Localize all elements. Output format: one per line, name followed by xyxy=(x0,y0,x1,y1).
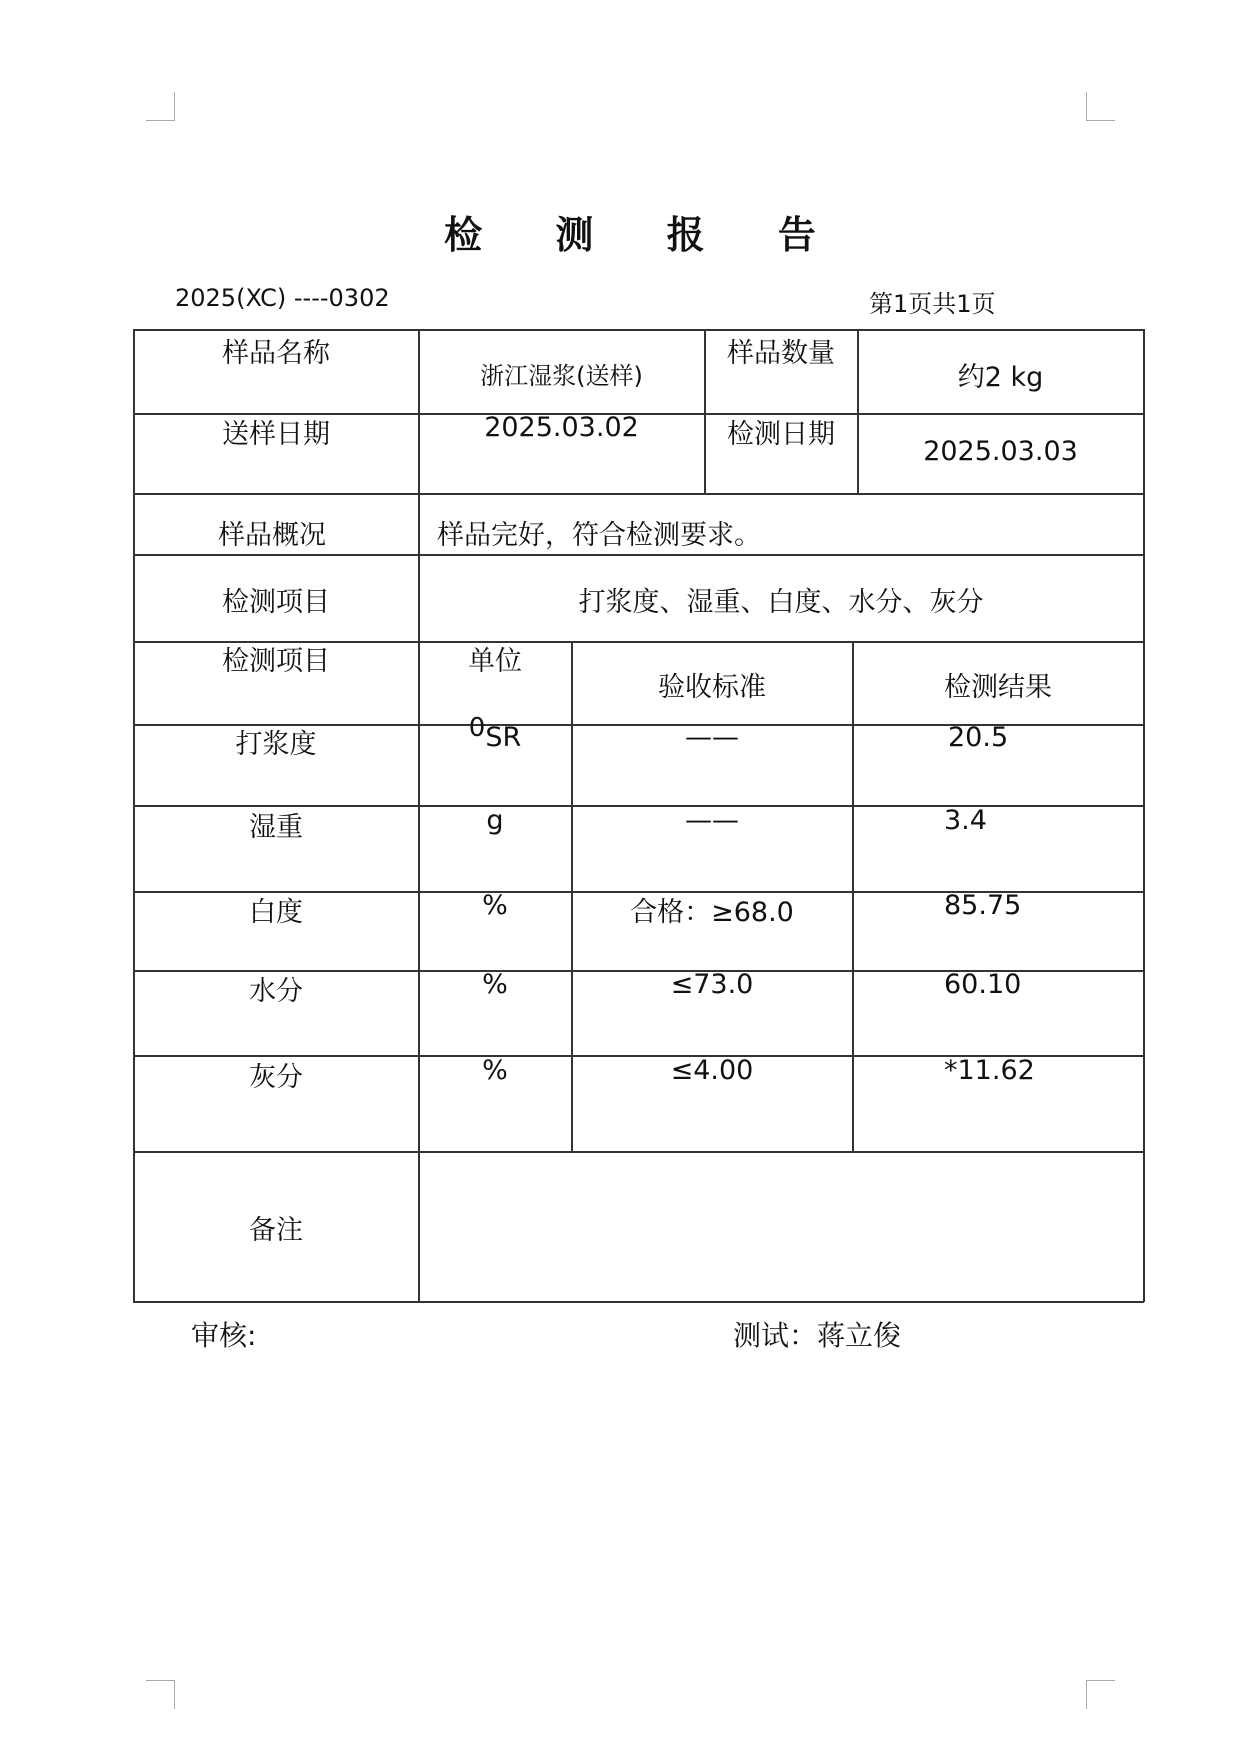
crop-mark-bottom-left xyxy=(146,1680,175,1709)
table-line xyxy=(133,554,1144,556)
crop-mark-top-right xyxy=(1086,92,1115,121)
row-item: 打浆度 xyxy=(235,729,317,760)
row-unit xyxy=(419,1055,571,1086)
crop-mark-bottom-right xyxy=(1086,1680,1115,1709)
sample-name-value: 浙江湿浆(送样) xyxy=(480,362,643,390)
table-border-right xyxy=(1143,329,1145,1302)
row-result: 60.10 xyxy=(944,969,1022,1000)
row-standard: ≤73.0 xyxy=(670,969,754,1000)
table-line xyxy=(857,329,859,494)
table-line xyxy=(852,641,854,1152)
document-title: 检 测 报 告 xyxy=(444,213,846,257)
row-standard: 合格：≥68.0 xyxy=(630,897,794,928)
unit-text: SR xyxy=(485,722,522,753)
row-result: 3.4 xyxy=(944,805,987,836)
crop-mark-top-left xyxy=(146,92,175,121)
unit-text: % xyxy=(482,969,508,1000)
unit-text: g xyxy=(486,805,504,836)
row-unit xyxy=(419,805,571,836)
header-unit: 单位 xyxy=(468,646,522,677)
sample-qty-label: 样品数量 xyxy=(727,338,835,369)
header-standard: 验收标准 xyxy=(658,672,766,703)
row-item: 白度 xyxy=(249,897,303,928)
row-standard: —— xyxy=(685,805,739,836)
test-items-value: 打浆度、湿重、白度、水分、灰分 xyxy=(578,587,984,618)
row-result: *11.62 xyxy=(944,1055,1035,1086)
row-item: 湿重 xyxy=(249,812,303,843)
row-unit xyxy=(419,890,571,921)
remarks-label: 备注 xyxy=(249,1215,303,1246)
report-number: 2025(XC) ----0302 xyxy=(175,284,390,312)
unit-text: % xyxy=(482,1055,508,1086)
test-date-value: 2025.03.03 xyxy=(923,436,1078,467)
unit-text: % xyxy=(482,890,508,921)
sample-overview-label: 样品概况 xyxy=(218,520,326,551)
table-line xyxy=(133,1151,1144,1153)
row-unit xyxy=(419,713,571,753)
page-info: 第1页共1页 xyxy=(869,290,996,318)
row-unit xyxy=(419,969,571,1000)
unit-superscript: 0 xyxy=(468,713,486,743)
row-result: 20.5 xyxy=(948,722,1009,753)
reviewer-label: 审核: xyxy=(191,1319,257,1352)
row-standard: —— xyxy=(685,722,739,753)
sample-overview-value: 样品完好，符合检测要求。 xyxy=(437,520,761,551)
tester-label: 测试： xyxy=(733,1319,818,1352)
header-result: 检测结果 xyxy=(944,672,1052,703)
sample-qty-value: 约2 kg xyxy=(957,362,1044,393)
table-border-bottom xyxy=(133,1301,1144,1303)
table-line xyxy=(133,493,1144,495)
test-date-label: 检测日期 xyxy=(727,419,835,450)
header-item: 检测项目 xyxy=(222,646,330,677)
send-date-label: 送样日期 xyxy=(222,419,330,450)
row-item: 灰分 xyxy=(249,1062,303,1093)
row-item: 水分 xyxy=(249,976,303,1007)
sample-name-label: 样品名称 xyxy=(222,338,330,369)
tester-signature xyxy=(733,1314,901,1354)
row-standard: ≤4.00 xyxy=(670,1055,754,1086)
row-result: 85.75 xyxy=(944,890,1022,921)
test-items-label: 检测项目 xyxy=(222,587,330,618)
tester-name: 蒋立俊 xyxy=(817,1319,902,1352)
send-date-value: 2025.03.02 xyxy=(484,412,639,443)
